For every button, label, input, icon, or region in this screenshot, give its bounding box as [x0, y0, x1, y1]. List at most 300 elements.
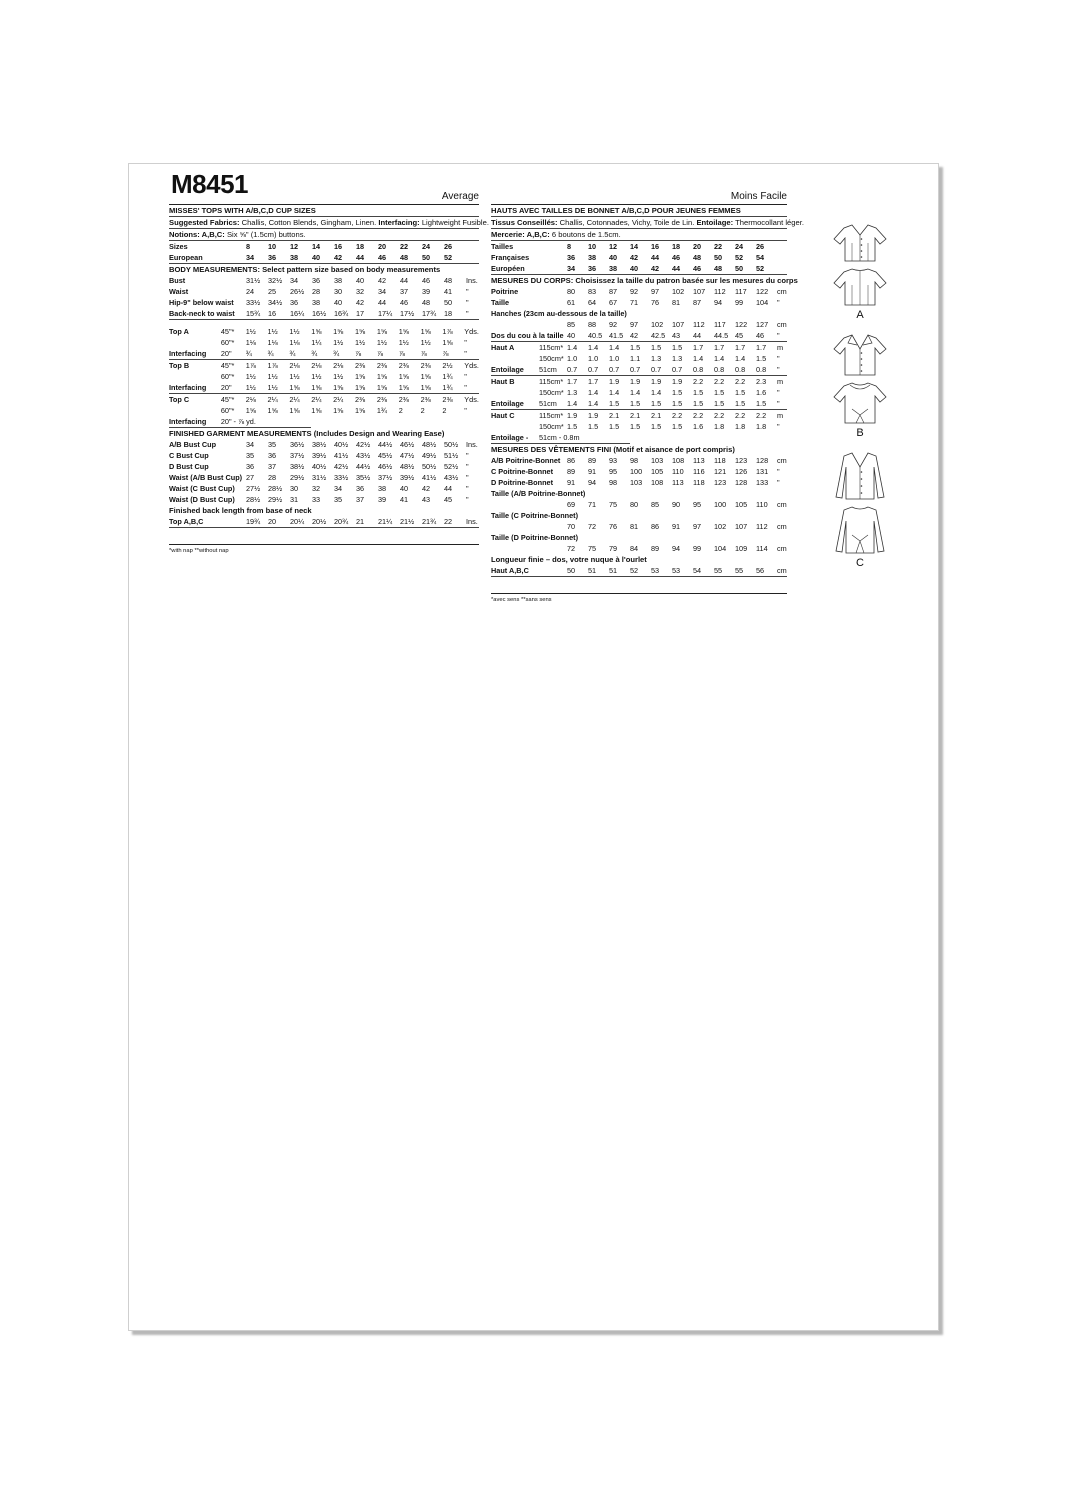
- french-column: [491, 164, 804, 605]
- value-cell: 41.5: [609, 330, 630, 342]
- value-cell: 1.5: [651, 343, 662, 352]
- value-cell: 1¾: [442, 382, 464, 394]
- value-cell: 1½: [333, 338, 344, 347]
- value-cell: 112: [693, 320, 705, 329]
- size-value: 48: [693, 253, 702, 262]
- value-cell: 52½: [444, 462, 459, 471]
- value-cell: 21: [356, 516, 378, 528]
- value-cell: 126: [735, 467, 748, 476]
- value-cell: 1.3: [672, 354, 683, 363]
- unit-cell: ": [466, 473, 469, 482]
- table-row: [491, 565, 787, 577]
- size-value: 34: [567, 263, 588, 275]
- value-cell: 105: [651, 467, 664, 476]
- view-letter-a: A: [856, 309, 864, 321]
- waist-group-label: Taille (C Poitrine-Bonnet): [491, 511, 579, 520]
- value-cell: 84: [630, 544, 639, 553]
- value-cell: 2⅜: [398, 395, 409, 404]
- value-cell: 1½: [267, 327, 278, 336]
- value-cell: 1½: [333, 372, 344, 381]
- value-cell: ¾: [268, 348, 290, 360]
- value-cell: 1.7: [735, 343, 746, 352]
- table-row: [169, 516, 479, 528]
- fabric-width: 115cm*: [539, 377, 564, 386]
- value-cell: ⅞: [421, 348, 443, 360]
- value-cell: 36½: [290, 440, 305, 449]
- value-cell: 71: [630, 298, 639, 307]
- value-cell: 1⅝: [289, 382, 311, 394]
- value-cell: 39½: [312, 451, 327, 460]
- row-label: Taille: [491, 298, 510, 307]
- size-value: 22: [714, 242, 723, 251]
- table-row: [491, 532, 787, 543]
- value-cell: 91: [672, 522, 681, 531]
- row-label: Top A,B,C: [169, 516, 246, 528]
- view-a: [822, 221, 898, 321]
- value-cell: 1⅝: [420, 372, 431, 381]
- value-cell: 2¼: [289, 395, 300, 404]
- size-value: 8: [567, 242, 572, 251]
- table-row: [169, 439, 479, 450]
- value-cell: 76: [609, 522, 618, 531]
- value-cell: 1⅝: [398, 327, 409, 336]
- value-cell: 51½: [444, 451, 459, 460]
- en-fabrics: Suggested Fabrics: Challis, Cotton Blends, Gingham, Linen. Interfacing: Lightweight Fusible.: [169, 218, 489, 227]
- value-cell: 2.1: [630, 411, 641, 420]
- fabric-width: 20": [221, 382, 246, 394]
- empty-cell: [491, 499, 539, 510]
- value-cell: 2.2: [714, 377, 725, 386]
- value-cell: 34½: [268, 298, 283, 307]
- value-cell: 31: [290, 495, 299, 504]
- value-cell: 40: [334, 298, 343, 307]
- en-finished-heading: FINISHED GARMENT MEASUREMENTS (Includes Design and Wearing Ease): [169, 429, 445, 438]
- value-cell: 1.1: [630, 354, 641, 363]
- row-label: C Poitrine-Bonnet: [491, 467, 554, 476]
- value-cell: 113: [672, 478, 684, 487]
- value-cell: 2.2: [735, 377, 746, 386]
- value-cell: 20: [268, 516, 290, 528]
- table-row: [169, 461, 479, 472]
- empty-cell: [777, 241, 787, 252]
- value-cell: 0.7: [609, 364, 630, 376]
- value-cell: 110: [756, 500, 768, 509]
- view-c-back-sketch: [830, 503, 890, 557]
- value-cell: 17: [356, 308, 378, 320]
- table-row: [491, 432, 787, 444]
- value-cell: 1⅝: [354, 327, 366, 336]
- row-label: Dos du cou à la taille: [491, 330, 567, 342]
- row-label: Top A: [169, 327, 189, 336]
- european-size-value: 34: [246, 252, 268, 264]
- value-cell: 0.7: [567, 364, 588, 376]
- value-cell: 2⅜: [354, 361, 366, 370]
- fabric-width: 150cm*: [539, 354, 564, 363]
- row-label: D Bust Cup: [169, 462, 209, 471]
- value-cell: 56: [756, 565, 777, 577]
- value-cell: 1.5: [672, 422, 683, 431]
- value-cell: 30: [334, 287, 343, 296]
- value-cell: 127: [756, 320, 769, 329]
- row-label: Bust: [169, 276, 186, 285]
- value-cell: ⅞: [377, 348, 399, 360]
- value-cell: 1.5: [630, 343, 641, 352]
- size-value: 50: [714, 253, 723, 262]
- table-row: [169, 241, 479, 252]
- value-cell: 16¼: [290, 308, 312, 320]
- value-cell: 108: [651, 478, 664, 487]
- value-cell: 22: [444, 516, 466, 528]
- en-footnote: *with nap **without nap: [169, 544, 479, 556]
- value-cell: 24: [246, 287, 255, 296]
- value-cell: 1.3: [567, 388, 578, 397]
- table-row: [491, 398, 787, 410]
- value-cell: 32: [356, 287, 365, 296]
- table-row: [491, 387, 787, 398]
- value-cell: 0.7: [651, 364, 672, 376]
- value-cell: 1.4: [630, 388, 641, 397]
- value-cell: 85: [651, 500, 660, 509]
- value-cell: 100: [630, 467, 643, 476]
- value-cell: 38: [378, 484, 387, 493]
- value-cell: 108: [672, 456, 685, 465]
- view-c: [822, 449, 898, 569]
- row-label: C Bust Cup: [169, 451, 209, 460]
- value-cell: 52: [630, 565, 651, 577]
- value-cell: 36: [246, 462, 255, 471]
- value-cell: 33½: [334, 473, 349, 482]
- table-row: [491, 499, 787, 510]
- unit-cell: ": [466, 298, 469, 307]
- value-cell: 1.9: [630, 377, 641, 386]
- size-value: 48: [714, 263, 735, 275]
- value-cell: 128: [735, 478, 748, 487]
- row-label: Interfacing: [169, 382, 221, 394]
- value-cell: 1½: [289, 372, 300, 381]
- size-value: 20: [693, 242, 702, 251]
- unit-cell: m: [777, 411, 784, 420]
- value-cell: 102: [651, 320, 664, 329]
- value-cell: 1.4: [609, 343, 620, 352]
- value-cell: 1.5: [756, 398, 777, 410]
- value-cell: 1.5: [609, 422, 620, 431]
- value-cell: 102: [672, 287, 685, 296]
- table-row: [169, 297, 479, 308]
- value-cell: 1.4: [567, 343, 578, 352]
- value-cell: 1⅝: [311, 327, 322, 336]
- value-cell: 40: [567, 330, 588, 342]
- value-cell: 1⅝: [398, 372, 409, 381]
- value-cell: 97: [693, 522, 702, 531]
- value-cell: 0.8: [756, 364, 777, 376]
- size-value: 14: [630, 242, 639, 251]
- value-cell: 114: [756, 544, 768, 553]
- value-cell: 88: [588, 320, 597, 329]
- value-cell: 1.0: [609, 354, 620, 363]
- value-cell: 94: [672, 544, 681, 553]
- value-cell: 2⅛: [311, 361, 322, 370]
- table-row: [169, 275, 479, 286]
- value-cell: 1.9: [651, 377, 662, 386]
- value-cell: 92: [630, 287, 639, 296]
- value-cell: 20¼: [290, 516, 312, 528]
- value-cell: 83: [588, 287, 597, 296]
- table-row: [491, 286, 787, 297]
- value-cell: 1.3: [651, 354, 662, 363]
- value-cell: 1½: [354, 338, 366, 347]
- value-cell: 1.8: [735, 422, 746, 431]
- value-cell: 37½: [290, 451, 305, 460]
- size-value: 12: [609, 242, 618, 251]
- value-cell: 33½: [246, 298, 261, 307]
- row-label: Top C: [169, 395, 190, 404]
- value-cell: 99: [693, 544, 702, 553]
- value-cell: 2⅜: [376, 361, 387, 370]
- unit-cell: ": [466, 308, 479, 320]
- value-cell: 2¼: [267, 395, 278, 404]
- value-cell: 34: [290, 276, 299, 285]
- size-value: 40: [609, 253, 618, 262]
- row-label: Interfacing: [169, 416, 221, 428]
- value-cell: 1.7: [693, 343, 704, 352]
- value-cell: 1⅝: [399, 382, 421, 394]
- value-cell: 35: [268, 440, 277, 449]
- value-cell: 1⅝: [421, 382, 443, 394]
- value-cell: 37½: [378, 473, 393, 482]
- value-cell: 40: [400, 484, 409, 493]
- value-cell: 133: [756, 478, 769, 487]
- row-label: Waist (C Bust Cup): [169, 484, 235, 493]
- value-cell: 31½: [246, 276, 261, 285]
- unit-cell: cm: [777, 544, 787, 553]
- unit-cell: ": [777, 422, 780, 431]
- table-row: [491, 319, 787, 330]
- value-cell: 118: [714, 456, 726, 465]
- european-size-value: 50: [422, 252, 444, 264]
- pattern-envelope-back: [128, 163, 939, 1331]
- value-cell: 1⅞: [442, 327, 453, 336]
- fr-notions: Mercerie: A,B,C: 6 boutons de 1.5cm.: [491, 229, 787, 241]
- value-cell: 15¾: [246, 308, 268, 320]
- value-cell: 86: [651, 522, 660, 531]
- value-cell: 55: [735, 565, 756, 577]
- row-label: Back-neck to waist: [169, 308, 246, 320]
- value-cell: 50: [444, 298, 453, 307]
- value-cell: 33: [312, 495, 321, 504]
- value-cell: 1⅝: [376, 327, 387, 336]
- value-cell: 87: [693, 298, 702, 307]
- unit-cell: ": [777, 398, 787, 410]
- view-a-front-sketch: [830, 221, 890, 265]
- value-cell: 81: [630, 522, 639, 531]
- table-row: [169, 286, 479, 297]
- value-cell: 47½: [400, 451, 415, 460]
- table-row: [169, 472, 479, 483]
- value-cell: 55: [714, 565, 735, 577]
- value-cell: 1.0: [588, 354, 599, 363]
- value-cell: 46: [422, 276, 431, 285]
- size-value: 10: [268, 242, 277, 251]
- value-cell: 1⅛: [267, 338, 278, 347]
- view-illustrations: [822, 221, 898, 579]
- en-finished-table: [169, 439, 479, 505]
- value-cell: 1.5: [672, 388, 683, 397]
- view-letter-b: B: [856, 427, 864, 439]
- value-cell: 1⅝: [311, 382, 333, 394]
- value-cell: 16½: [312, 308, 334, 320]
- value-cell: 131: [756, 467, 769, 476]
- value-cell: 1.5: [567, 422, 578, 431]
- unit-cell: Ins.: [466, 517, 478, 526]
- value-cell: 42½: [334, 462, 349, 471]
- row-label: [169, 405, 221, 416]
- value-cell: 94: [588, 478, 597, 487]
- value-cell: 99: [735, 298, 744, 307]
- row-label: [169, 371, 221, 382]
- fabric-width: 45"*: [220, 395, 235, 404]
- value-cell: 2⅜: [398, 361, 409, 370]
- value-cell: 103: [651, 456, 664, 465]
- value-cell: 1.5: [672, 398, 693, 410]
- value-cell: 48: [444, 276, 453, 285]
- value-cell: 2: [442, 406, 447, 415]
- fabric-width: 115cm*: [539, 343, 564, 352]
- value-cell: 18: [444, 308, 466, 320]
- table-row: [491, 521, 787, 532]
- value-cell: 2⅜: [420, 395, 431, 404]
- fabric-width: 150cm*: [539, 422, 564, 431]
- empty-cell: [539, 521, 567, 532]
- value-cell: 123: [735, 456, 748, 465]
- value-cell: 43½: [444, 473, 459, 482]
- size-value: 42: [630, 253, 639, 262]
- value-cell: 2.2: [735, 411, 746, 420]
- value-cell: 122: [735, 320, 748, 329]
- value-cell: 93: [609, 456, 618, 465]
- value-cell: 1.7: [588, 377, 599, 386]
- table-row: [169, 416, 479, 428]
- value-cell: 48½: [422, 440, 437, 449]
- value-cell: 1⅝: [354, 406, 366, 415]
- value-cell: 2.2: [693, 377, 704, 386]
- value-cell: 103: [630, 478, 643, 487]
- value-cell: 80: [567, 287, 576, 296]
- value-cell: 1.5: [693, 398, 714, 410]
- en-body-heading: BODY MEASUREMENTS: Select pattern size based on body measurements: [169, 265, 441, 274]
- value-cell: 1.7: [756, 343, 767, 352]
- value-cell: 1.5: [672, 343, 683, 352]
- size-value: 18: [356, 242, 365, 251]
- value-cell: 44.5: [714, 330, 735, 342]
- value-cell: 79: [609, 544, 618, 553]
- value-cell: 1⅝: [245, 406, 256, 415]
- value-cell: 1.5: [714, 398, 735, 410]
- value-cell: 46½: [378, 462, 393, 471]
- waist-group-label: Taille (A/B Poitrine-Bonnet): [491, 489, 586, 498]
- value-cell: 75: [609, 500, 618, 509]
- value-cell: 41½: [422, 473, 437, 482]
- value-cell: 89: [651, 544, 660, 553]
- table-row: [169, 494, 479, 505]
- value-cell: 41: [400, 495, 409, 504]
- value-cell: 16¾: [334, 308, 356, 320]
- value-cell: 16: [268, 308, 290, 320]
- value-cell: 49½: [422, 451, 437, 460]
- fabric-width: 45"*: [220, 327, 235, 336]
- value-cell: ⅞: [442, 348, 464, 360]
- row-label: Haut A,B,C: [491, 565, 567, 577]
- table-row: [491, 330, 787, 342]
- value-cell: 53: [651, 565, 672, 577]
- value-cell: 2⅜: [354, 395, 366, 404]
- english-title-row: [169, 164, 479, 205]
- value-cell: 1⅝: [377, 382, 399, 394]
- value-cell: 107: [735, 522, 748, 531]
- value-cell: 1.5: [651, 398, 672, 410]
- value-cell: 51: [588, 565, 609, 577]
- unit-cell: ": [466, 495, 469, 504]
- value-cell: 1⅝: [311, 406, 322, 415]
- value-cell: 28½: [246, 495, 261, 504]
- en-title: MISSES' TOPS WITH A/B,C,D CUP SIZES: [169, 205, 479, 217]
- row-label: A/B Bust Cup: [169, 440, 217, 449]
- value-cell: 116: [693, 467, 705, 476]
- value-cell: 35: [246, 451, 255, 460]
- unit-cell: Ins.: [466, 440, 478, 449]
- unit-cell: cm: [777, 522, 787, 531]
- size-value: 26: [444, 242, 453, 251]
- table-row: [169, 308, 479, 320]
- value-cell: 36: [268, 451, 277, 460]
- size-value: 24: [422, 242, 431, 251]
- value-cell: 1.0: [567, 354, 578, 363]
- unit-cell: ": [777, 354, 780, 363]
- table-row: [491, 455, 787, 466]
- value-cell: ⅞: [355, 348, 377, 360]
- en-back-length-table: [169, 516, 479, 528]
- table-row: [491, 410, 787, 422]
- value-cell: 1½: [311, 372, 322, 381]
- value-cell: 1¾: [442, 372, 453, 381]
- value-cell: 117: [714, 320, 726, 329]
- size-value: 10: [588, 242, 597, 251]
- value-cell: 34: [378, 287, 387, 296]
- value-cell: 1.4: [567, 398, 588, 410]
- value-cell: 39: [422, 287, 431, 296]
- value-cell: 1.9: [672, 377, 683, 386]
- value-cell: 46½: [400, 440, 415, 449]
- value-cell: 112: [714, 287, 726, 296]
- value-cell: 1.4: [693, 354, 704, 363]
- value-cell: 1.5: [609, 398, 630, 410]
- value-cell: 36: [356, 484, 365, 493]
- view-b: [822, 331, 898, 439]
- row-label: [491, 353, 539, 364]
- value-cell: 110: [672, 467, 684, 476]
- empty-cell: [466, 252, 479, 264]
- fabric-width: 150cm*: [539, 388, 564, 397]
- size-value: 54: [756, 253, 765, 262]
- value-cell: 97: [630, 320, 639, 329]
- value-cell: 1.5: [693, 388, 704, 397]
- unit-cell: cm: [777, 500, 787, 509]
- value-cell: 45½: [378, 451, 393, 460]
- french-title-row: [491, 164, 787, 205]
- value-cell: 1½: [376, 338, 387, 347]
- value-cell: 46: [756, 330, 777, 342]
- value-cell: 37: [268, 462, 277, 471]
- value-cell: 29½: [268, 495, 283, 504]
